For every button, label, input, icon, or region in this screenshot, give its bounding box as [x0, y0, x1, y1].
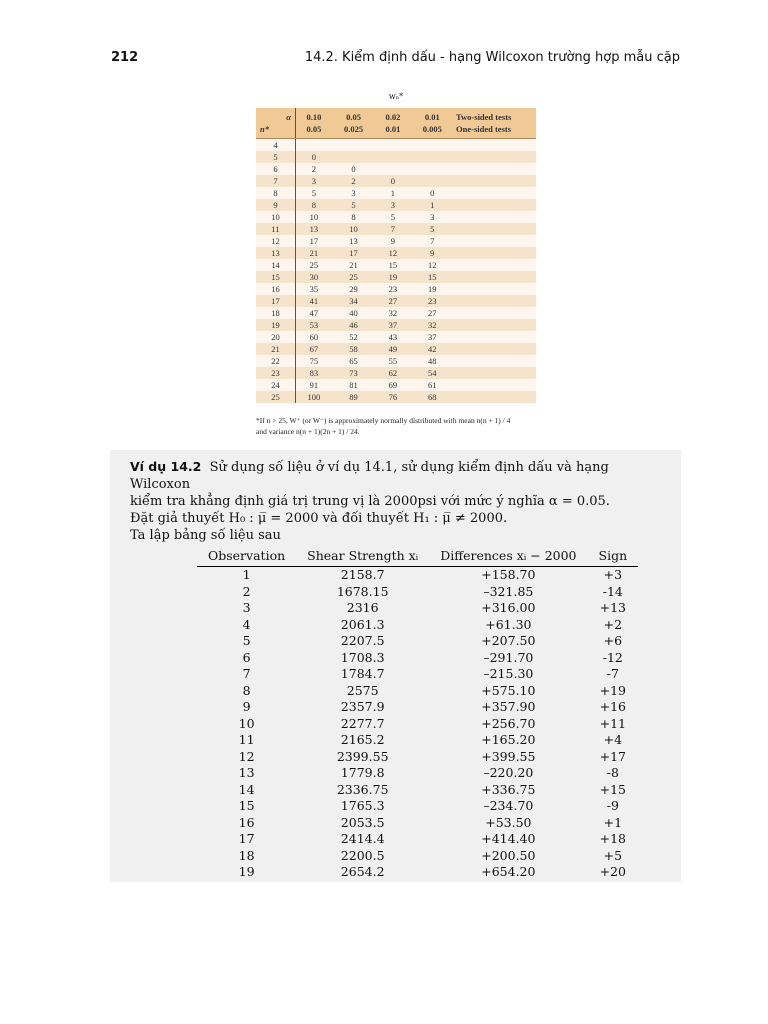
table-row: [197, 584, 638, 601]
critical-value: 13: [296, 223, 332, 235]
table-row: [256, 331, 536, 343]
table-row: [197, 666, 638, 683]
critical-value: 58: [332, 343, 375, 355]
n-value: 16: [256, 283, 296, 295]
critical-value: 23: [375, 283, 410, 295]
n-value: 10: [256, 211, 296, 223]
running-title: 14.2. Kiểm định dấu - hạng Wilcoxon trường hợp mẫu cặp: [304, 50, 680, 65]
example-hypothesis: Đặt giả thuyết H₀ : μ̅ = 2000 và đối thuyết H₁ : μ̅ ≠ 2000.: [130, 511, 508, 526]
example-title: Ví dụ 14.2: [130, 459, 202, 474]
difference-cell: +336.75: [481, 781, 536, 797]
two-sided-alpha: 0.02: [375, 108, 410, 123]
two-sided-alpha: 0.01: [411, 108, 454, 123]
sign-cell: +18: [599, 831, 627, 846]
critical-value: 32: [411, 319, 454, 331]
n-value: 18: [256, 307, 296, 319]
n-value: 12: [256, 235, 296, 247]
table-row: [197, 732, 638, 749]
n-value: 21: [256, 343, 296, 355]
difference-cell: +399.55: [481, 748, 536, 764]
spacer-cell: [454, 391, 536, 403]
critical-value: 54: [411, 367, 454, 379]
critical-value: 32: [375, 307, 410, 319]
shear-strength-cell: 1765.3: [340, 798, 385, 813]
footnote-line: *If n > 25, W⁺ (or W⁻) is approximately normally distributed with mean n(n + 1) / 4: [256, 416, 511, 425]
shear-strength-cell: 2399.55: [336, 748, 389, 764]
critical-value: 3: [375, 199, 410, 211]
critical-value: 15: [411, 271, 454, 283]
table-row: [256, 307, 536, 319]
table-row: [197, 749, 638, 766]
critical-value: 2: [296, 163, 332, 175]
n-value: 22: [256, 355, 296, 367]
critical-value: 12: [375, 247, 410, 259]
table-row: [197, 864, 638, 881]
shear-strength-cell: 2207.5: [340, 633, 385, 648]
critical-value: 17: [332, 247, 375, 259]
spacer-cell: [454, 331, 536, 343]
sign-cell: +3: [603, 567, 623, 582]
sign-cell: +13: [599, 600, 627, 615]
difference-cell: –215.30: [483, 666, 534, 681]
n-value: 25: [256, 391, 296, 403]
shear-strength-cell: 2061.3: [340, 616, 385, 632]
one-sided-alpha: 0.05: [296, 123, 332, 139]
spacer-cell: [454, 199, 536, 211]
observation-cell: 8: [242, 682, 251, 698]
table-row: [256, 295, 536, 307]
critical-value: 41: [296, 295, 332, 307]
critical-value: 15: [375, 259, 410, 271]
critical-value: 0: [296, 151, 332, 163]
critical-value: 19: [375, 271, 410, 283]
n-value: 9: [256, 199, 296, 211]
table-row: [197, 567, 638, 584]
critical-value: 42: [411, 343, 454, 355]
critical-value: 9: [375, 235, 410, 247]
table-row: [256, 271, 536, 283]
example-line: Ta lập bảng số liệu sau: [130, 528, 281, 543]
shear-strength-cell: 2336.75: [336, 781, 389, 797]
critical-value: 40: [332, 307, 375, 319]
difference-cell: +414.40: [481, 831, 536, 846]
table-row: [256, 199, 536, 211]
critical-value: 60: [296, 331, 332, 343]
table-footnote: [256, 415, 536, 437]
n-value: 23: [256, 367, 296, 379]
shear-strength-cell: 2200.5: [340, 847, 385, 863]
observation-table: [197, 546, 638, 881]
difference-cell: –234.70: [483, 798, 534, 813]
critical-value: 7: [411, 235, 454, 247]
critical-value: [411, 163, 454, 175]
sign-cell: -14: [602, 583, 623, 599]
observation-cell: 7: [242, 666, 251, 681]
critical-value: 25: [332, 271, 375, 283]
table-row: [197, 633, 638, 650]
spacer-cell: [454, 379, 536, 391]
one-sided-label: One-sided tests: [454, 123, 536, 139]
spacer-cell: [454, 319, 536, 331]
critical-value: [411, 139, 454, 152]
difference-cell: +207.50: [481, 633, 536, 648]
spacer-cell: [454, 175, 536, 187]
n-value: 15: [256, 271, 296, 283]
critical-value: 49: [375, 343, 410, 355]
table-row: [256, 379, 536, 391]
table-row: [197, 765, 638, 782]
critical-value: 0: [375, 175, 410, 187]
critical-value: 9: [411, 247, 454, 259]
observation-cell: 9: [242, 699, 251, 714]
critical-value: 55: [375, 355, 410, 367]
difference-cell: +575.10: [481, 682, 536, 698]
table-row: [256, 211, 536, 223]
critical-value: [332, 151, 375, 163]
critical-value: 3: [411, 211, 454, 223]
critical-value: 62: [375, 367, 410, 379]
page-number: 212: [111, 50, 139, 65]
table-row: [256, 247, 536, 259]
critical-value: 75: [296, 355, 332, 367]
alpha-header: α: [256, 108, 296, 123]
n-value: 11: [256, 223, 296, 235]
n-value: 13: [256, 247, 296, 259]
critical-value: [296, 139, 332, 152]
table-row: [197, 815, 638, 832]
table-row: [256, 283, 536, 295]
spacer-cell: [454, 247, 536, 259]
spacer-cell: [454, 343, 536, 355]
critical-value: 0: [332, 163, 375, 175]
n-header: n*: [256, 123, 296, 139]
n-value: 24: [256, 379, 296, 391]
two-sided-label: Two-sided tests: [454, 108, 536, 123]
table-row: [197, 831, 638, 848]
table-row: [256, 187, 536, 199]
observation-table-body: [197, 567, 638, 881]
shear-strength-cell: 2053.5: [340, 814, 385, 830]
spacer-cell: [454, 211, 536, 223]
table-row: [256, 223, 536, 235]
example-box: [110, 450, 681, 882]
critical-value: 21: [296, 247, 332, 259]
critical-value: 76: [375, 391, 410, 403]
critical-value: 53: [296, 319, 332, 331]
critical-value: 100: [296, 391, 332, 403]
table-row: [197, 798, 638, 815]
critical-value: 52: [332, 331, 375, 343]
critical-value: 43: [375, 331, 410, 343]
sign-cell: +11: [599, 715, 627, 731]
wilcoxon-table-body: [256, 139, 536, 404]
observation-cell: 16: [238, 814, 255, 830]
critical-value: 81: [332, 379, 375, 391]
sign-cell: +4: [603, 732, 623, 747]
shear-strength-cell: 2414.4: [340, 831, 385, 846]
critical-value: 27: [411, 307, 454, 319]
critical-value: 27: [375, 295, 410, 307]
critical-value: 13: [332, 235, 375, 247]
critical-value: 12: [411, 259, 454, 271]
critical-value: 23: [411, 295, 454, 307]
critical-value: 35: [296, 283, 332, 295]
difference-cell: –321.85: [483, 583, 534, 599]
critical-value: 19: [411, 283, 454, 295]
difference-cell: +61.30: [485, 616, 532, 632]
critical-value: 5: [332, 199, 375, 211]
table-row: [197, 650, 638, 667]
critical-value: 37: [411, 331, 454, 343]
example-sentence: Sử dụng số liệu ở ví dụ 14.1, sử dụng kiểm định dấu và hạng Wilcoxon: [130, 460, 609, 492]
shear-strength-cell: 2575: [346, 682, 379, 698]
spacer-cell: [454, 187, 536, 199]
critical-value: [375, 163, 410, 175]
difference-cell: +165.20: [481, 732, 536, 747]
table-row: [256, 355, 536, 367]
n-value: 5: [256, 151, 296, 163]
spacer-cell: [454, 271, 536, 283]
critical-value: 25: [296, 259, 332, 271]
critical-value: 91: [296, 379, 332, 391]
shear-strength-cell: 2277.7: [340, 715, 385, 731]
observation-cell: 10: [238, 715, 255, 731]
observation-cell: 19: [238, 864, 255, 879]
observation-cell: 2: [242, 583, 251, 599]
difference-cell: +316.00: [481, 600, 536, 615]
critical-value: 29: [332, 283, 375, 295]
critical-value: 10: [332, 223, 375, 235]
difference-cell: +256.70: [481, 715, 536, 731]
table-row: [256, 175, 536, 187]
difference-cell: +357.90: [481, 699, 536, 714]
critical-value: [375, 139, 410, 152]
observation-cell: 13: [238, 765, 255, 780]
critical-value: 46: [332, 319, 375, 331]
critical-value: 5: [375, 211, 410, 223]
two-sided-alpha: 0.05: [332, 108, 375, 123]
shear-strength-cell: 2158.7: [340, 567, 385, 582]
critical-value: 17: [296, 235, 332, 247]
spacer-cell: [454, 151, 536, 163]
sign-cell: +5: [603, 847, 623, 863]
shear-strength-cell: 2654.2: [340, 864, 385, 879]
difference-cell: +158.70: [481, 567, 536, 582]
critical-value: 67: [296, 343, 332, 355]
critical-value: 3: [332, 187, 375, 199]
critical-value: 61: [411, 379, 454, 391]
critical-value: 47: [296, 307, 332, 319]
n-value: 7: [256, 175, 296, 187]
critical-value: 30: [296, 271, 332, 283]
table-caption: wₙ*: [388, 92, 404, 101]
critical-value: 1: [375, 187, 410, 199]
spacer-cell: [454, 235, 536, 247]
table-row: [256, 151, 536, 163]
n-value: 14: [256, 259, 296, 271]
table-row: [256, 343, 536, 355]
sign-cell: +16: [599, 699, 627, 714]
observation-cell: 4: [242, 616, 251, 632]
spacer-cell: [454, 355, 536, 367]
n-value: 8: [256, 187, 296, 199]
difference-cell: +200.50: [481, 847, 536, 863]
observation-cell: 15: [238, 798, 255, 813]
critical-value: 7: [375, 223, 410, 235]
sign-cell: +20: [599, 864, 627, 879]
critical-value: 34: [332, 295, 375, 307]
critical-value: 48: [411, 355, 454, 367]
critical-value: 3: [296, 175, 332, 187]
table-row: [197, 716, 638, 733]
example-text: [130, 458, 665, 544]
sign-cell: +15: [599, 781, 627, 797]
table-row: [256, 139, 536, 152]
spacer-cell: [454, 307, 536, 319]
observation-cell: 11: [238, 732, 255, 747]
table-row: [256, 259, 536, 271]
table-row: [256, 163, 536, 175]
table-row: [197, 782, 638, 799]
critical-value: [411, 175, 454, 187]
shear-strength-cell: 1784.7: [340, 666, 385, 681]
sign-cell: +6: [603, 633, 623, 648]
spacer-cell: [454, 283, 536, 295]
n-value: 4: [256, 139, 296, 152]
n-value: 20: [256, 331, 296, 343]
critical-value: 89: [332, 391, 375, 403]
wilcoxon-critical-values-figure: [256, 88, 536, 437]
shear-strength-cell: 1779.8: [340, 765, 385, 780]
one-sided-alpha: 0.025: [332, 123, 375, 139]
difference-cell: +654.20: [481, 864, 536, 879]
critical-value: 83: [296, 367, 332, 379]
example-line: [130, 458, 665, 493]
column-header: Observation: [197, 546, 296, 567]
observation-cell: 1: [242, 567, 251, 582]
critical-value: 37: [375, 319, 410, 331]
critical-value: 73: [332, 367, 375, 379]
critical-value: 10: [296, 211, 332, 223]
shear-strength-cell: 2165.2: [340, 732, 385, 747]
sign-cell: -7: [606, 666, 619, 681]
column-header: Shear Strength xᵢ: [296, 546, 429, 567]
spacer-cell: [454, 367, 536, 379]
shear-strength-cell: 2316: [346, 600, 379, 615]
spacer-cell: [454, 259, 536, 271]
footnote-line: and variance n(n + 1)(2n + 1) / 24.: [256, 427, 360, 436]
sign-cell: +17: [599, 748, 627, 764]
sign-cell: +1: [603, 814, 623, 830]
critical-value: 5: [411, 223, 454, 235]
critical-value: 5: [296, 187, 332, 199]
sign-cell: +19: [599, 682, 627, 698]
observation-cell: 12: [238, 748, 255, 764]
critical-value: [332, 139, 375, 152]
critical-value: 1: [411, 199, 454, 211]
critical-value: 21: [332, 259, 375, 271]
critical-value: 2: [332, 175, 375, 187]
spacer-cell: [454, 295, 536, 307]
shear-strength-cell: 1708.3: [340, 649, 385, 665]
n-value: 19: [256, 319, 296, 331]
critical-value: 68: [411, 391, 454, 403]
observation-cell: 14: [238, 781, 255, 797]
shear-strength-cell: 1678.15: [336, 583, 389, 599]
shear-strength-cell: 2357.9: [340, 699, 385, 714]
difference-cell: +53.50: [485, 814, 532, 830]
sign-cell: +2: [603, 616, 623, 632]
observation-cell: 3: [242, 600, 251, 615]
table-row: [256, 319, 536, 331]
table-row: [197, 683, 638, 700]
one-sided-alpha: 0.005: [411, 123, 454, 139]
column-header: Sign: [588, 546, 639, 567]
table-row: [197, 699, 638, 716]
table-row: [197, 617, 638, 634]
critical-value: 8: [332, 211, 375, 223]
table-row: [256, 235, 536, 247]
n-value: 6: [256, 163, 296, 175]
sign-cell: -12: [602, 649, 623, 665]
difference-cell: –291.70: [483, 649, 534, 665]
table-row: [197, 848, 638, 865]
observation-cell: 6: [242, 649, 251, 665]
observation-cell: 5: [242, 633, 251, 648]
sign-cell: -9: [606, 798, 619, 813]
critical-value: 0: [411, 187, 454, 199]
critical-value: 8: [296, 199, 332, 211]
table-row: [256, 367, 536, 379]
observation-cell: 17: [238, 831, 255, 846]
critical-value: [375, 151, 410, 163]
wilcoxon-table: [256, 108, 536, 403]
spacer-cell: [454, 163, 536, 175]
two-sided-alpha: 0.10: [296, 108, 332, 123]
observation-cell: 18: [238, 847, 255, 863]
critical-value: 65: [332, 355, 375, 367]
critical-value: 69: [375, 379, 410, 391]
example-line: kiểm tra khẳng định giá trị trung vị là 2000psi với mức ý nghĩa α = 0.05.: [130, 494, 610, 509]
n-value: 17: [256, 295, 296, 307]
one-sided-alpha: 0.01: [375, 123, 410, 139]
spacer-cell: [454, 223, 536, 235]
spacer-cell: [454, 139, 536, 152]
table-row: [256, 391, 536, 403]
critical-value: [411, 151, 454, 163]
difference-cell: –220.20: [483, 765, 534, 780]
table-row: [197, 600, 638, 617]
sign-cell: -8: [606, 765, 619, 780]
column-header: Differences xᵢ − 2000: [429, 546, 587, 567]
